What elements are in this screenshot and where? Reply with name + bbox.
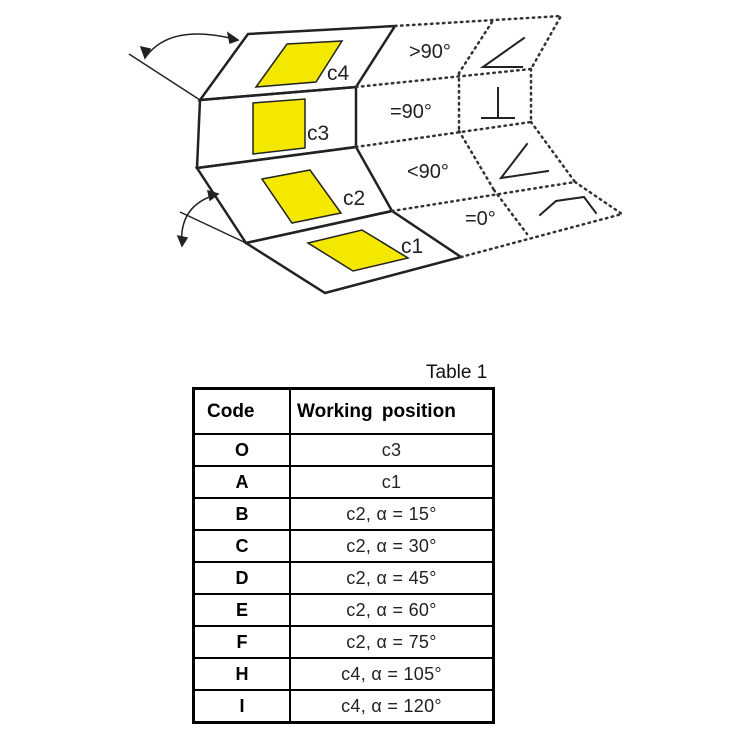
angle-label-c1: =0° [465, 208, 496, 230]
table-row [194, 626, 494, 658]
zero-angle-icon [540, 197, 596, 215]
row-code: I [194, 690, 291, 723]
table-row [194, 562, 494, 594]
row-code: F [194, 626, 291, 658]
column-header-position: Working position [290, 389, 494, 435]
table-header-row [194, 389, 494, 435]
folding-panel-diagram [0, 0, 750, 320]
obtuse-angle-icon [483, 38, 524, 67]
bottom-arrowtail-icon [178, 236, 187, 246]
row-position: c1 [290, 466, 494, 498]
top-arrowtail-icon [141, 47, 150, 58]
pad-c3 [253, 99, 305, 154]
table-row [194, 434, 494, 466]
row-position: c4, α = 120° [290, 690, 494, 723]
table-row [194, 530, 494, 562]
row-position: c2, α = 15° [290, 498, 494, 530]
row-code: B [194, 498, 291, 530]
top-arrowhead-icon [228, 33, 238, 43]
panel-label-c3: c3 [307, 122, 330, 145]
panel-label-c2: c2 [343, 187, 366, 210]
angle-labels [390, 41, 496, 230]
column-header-code: Code [194, 389, 291, 435]
working-position-table [192, 387, 495, 724]
row-position: c3 [290, 434, 494, 466]
table-row [194, 658, 494, 690]
acute-angle-icon [501, 144, 548, 178]
row-position: c2, α = 60° [290, 594, 494, 626]
row-code: D [194, 562, 291, 594]
pad-c1 [308, 230, 408, 271]
row-code: H [194, 658, 291, 690]
table-row [194, 498, 494, 530]
row-code: E [194, 594, 291, 626]
table-caption: Table 1 [426, 362, 488, 383]
row-code: A [194, 466, 291, 498]
panel-labels [307, 62, 423, 258]
panel-label-c1: c1 [401, 235, 424, 258]
angle-label-c3: =90° [390, 101, 432, 123]
table-row [194, 466, 494, 498]
angle-label-c4: >90° [409, 41, 451, 63]
panel-label-c4: c4 [327, 62, 350, 85]
row-code: O [194, 434, 291, 466]
row-position: c2, α = 75° [290, 626, 494, 658]
row-code: C [194, 530, 291, 562]
angle-label-c2: <90° [407, 161, 449, 183]
row-position: c2, α = 45° [290, 562, 494, 594]
row-position: c4, α = 105° [290, 658, 494, 690]
row-position: c2, α = 30° [290, 530, 494, 562]
table-row [194, 594, 494, 626]
top-reference-line [129, 54, 200, 100]
pad-c2 [262, 170, 341, 223]
top-rotation-arc [145, 34, 238, 58]
table-row [194, 690, 494, 723]
